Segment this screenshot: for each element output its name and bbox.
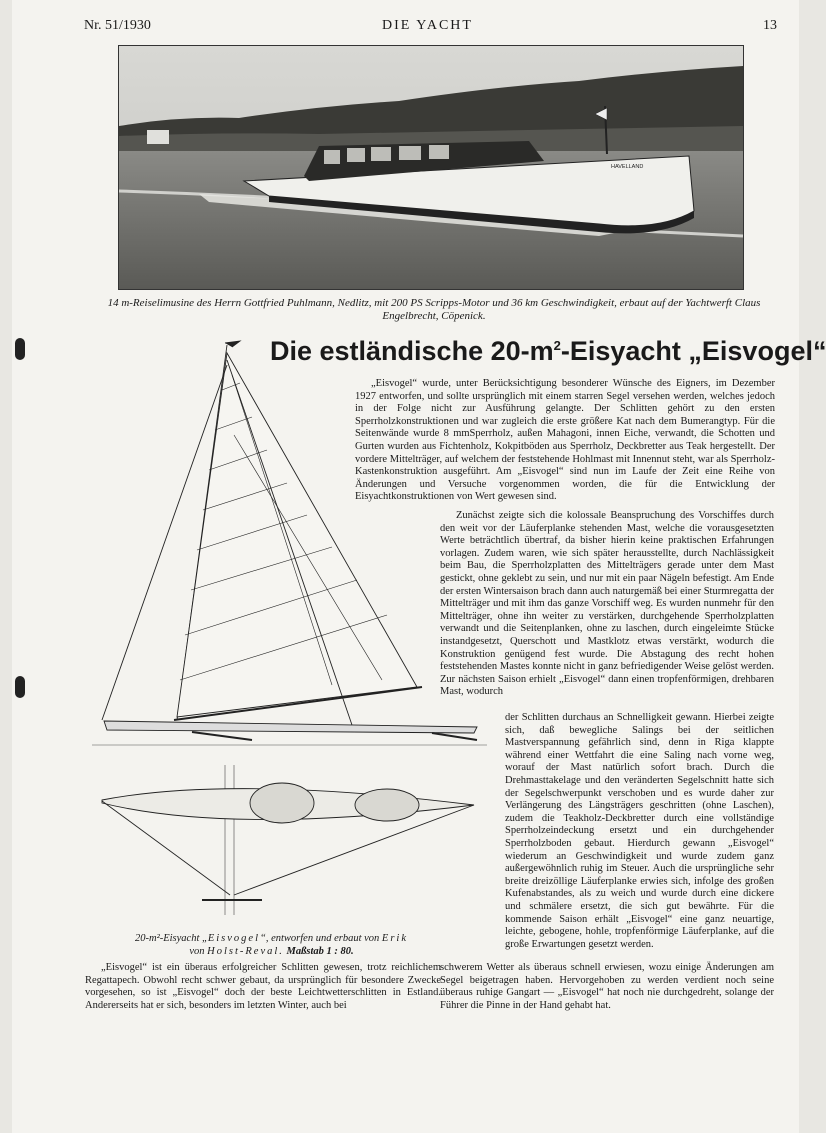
- body-column-bottom-right: [440, 962, 774, 1012]
- title-superscript: 2: [553, 338, 561, 353]
- paragraph-3-continued: schwerem Wetter als überaus schnell erwiesen, wozu einige Änderungen am Segel beigetragen haben. Hervorgehoben zu werden verdient noch seine überaus ruhige Gangart — „Eisvogel“ hat noch nie durchgedreht, solange der Führer die Pinne in der Hand gehabt hat.: [440, 962, 774, 1011]
- page-number: 13: [763, 18, 777, 33]
- figure-caption-designer-first: Erik: [381, 933, 408, 944]
- binding-hole-bottom: [15, 676, 25, 698]
- title-part-1: Die estländische 20-m: [270, 336, 554, 366]
- paragraph-3: „Eisvogel“ ist ein überaus erfolgreicher Schlitten gewesen, trotz reichlichem Regattapech. Obwohl recht schwer gebaut, da ursprünglich für besondere Zwecke vorgesehen, so ist „Eisvogel“ doch der beste Leichtwetterschlitten in Estland. Andererseits hat er sich, besonders im letzten Winter, auch bei: [85, 962, 441, 1011]
- body-column-narrow: [505, 712, 774, 951]
- figure-caption-part1: 20-m²-Eisyacht „: [135, 933, 208, 944]
- issue-number: Nr. 51/1930: [84, 18, 151, 33]
- iceyacht-drawing: [82, 335, 492, 915]
- binding-hole-top: [15, 338, 25, 360]
- figure-caption-yacht-name: Eisvogel: [207, 933, 260, 944]
- paragraph-2-continued: der Schlitten durchaus an Schnelligkeit gewann. Hierbei zeigte sich, daß bewegliche Salings bei der seitlichen Mastverspannung gefährlich sind, denn in Riga klappte während einer Wettfahrt die eine Saling nach vorne weg, worauf der Mast natürlich sofort brach. Durch die Drehmasttakelage und den veränderten Segelschnitt hatte sich der Segelschwerpunkt verschoben und es wurde daher zur Verlängerung des Längsträgers geschritten (ohne Laschen), zudem die Teakholz-Deckbretter durch eine vollständige Sperrholzeindeckung ersetzt und ein durchgehender Sperrholzboden gebaut. Hierdurch gewann „Eisvogel“ wiederum an Geschwindigkeit und wurde zudem ganz außergewöhnlich ruhig im Steuer. Auch die ursprüngliche sehr breite dreizöllige Läuferplanke erwies sich, infolge des großen Kufenabstandes, als zu weich und wurde durch eine dickere und schmälere ersetzt, die sich gut bewährte. Für die kommende Saison erhält „Eisvogel“ eine ganz neuartige, leichte, gebogene, hohle, tropfenförmige Läuferplanke, auf die große Erwartungen gesetzt werden.: [505, 712, 774, 950]
- body-column-bottom-left: [85, 962, 441, 1012]
- figure-caption: [104, 932, 439, 958]
- photo-caption: 14 m-Reiselimusine des Herrn Gottfried Puhlmann, Nedlitz, mit 200 PS Scripps-Motor und 36 km Geschwindigkeit, erbaut auf der Yachtwerft Claus Engelbrecht, Cöpenick.: [107, 297, 761, 322]
- intro-text: „Eisvogel“ wurde, unter Berücksichtigung besonderer Wünsche des Eigners, im Dezember 1927 entworfen, und sollte ursprünglich mit einem starren Segel versehen werden, welches jedoch in der Folge nicht zur Ausführung gelangte. Der Schlitten gehört zu den ersten Sperrholzkonstruktionen und war zugleich die erste größere Kat nach dem Bumerangtyp. Für die Seitenwände wurde 8 mmSperrholz, außen Mahagoni, innen Eiche, verwandt, die Schotten und Gurten wurden aus Fichtenholz, Kokpitböden aus Sperrholz, Deckbretter aus Teak hergestellt. Der vordere Mittelträger, auf welchem der feststehende Hohlmast mit Innennut steht, war als Sperrholz-Kastenkonstruktion ausgeführt. Am „Eisvogel“ sind nun im Laufe der Zeit eine Reihe von Änderungen und Versuche vorgenommen worden, die für die Entwicklung der Eisyachtkonstruktionen von Wert gewesen sind.: [355, 378, 775, 503]
- figure-caption-scale: Maßstab 1 : 80.: [283, 946, 354, 957]
- figure-caption-part2: “, entworfen und erbaut von: [260, 933, 382, 944]
- paragraph-2: Zunächst zeigte sich die kolossale Beanspruchung des Vorschiffes durch den weit vor der Läuferplanke stehenden Mast, welche die vorausgesetzten Werte beträchtlich übertraf, da bisher hierin keine praktischen Erfahrungen vorlagen. Zudem waren, wie sich später herausstellte, durch Nachlässigkeit beim Bau, die Sperrholzplatten des Mittelträgers gerade unter dem Mast gestickt, ohne geklebt zu sein, und nur mit ein paar Nägeln befestigt. Am Ende der ersten Wintersaison brach dann auch naturgemäß bei einer Sturmregatta der Mittelträger und mit ihm das ganze Vorschiff weg. Es wurden nunmehr für den Mittelträger, ohne ihn weiter zu verstärken, durchgehende Sperrholzplatten verwandt und die Seitenplanken, ohne zu laschen, durch eingeleimte Stücke instandgesetzt, Querschott und Mastklotz etwas verstärkt, wodurch die Konstruktion genügend fest wurde. Die Abstagung des recht hohen feststehenden Mastes konnte nicht in ganz befriedigender Weise gelöst werden. Zur nächsten Saison erhielt „Eisvogel“ dann einen tropfenförmigen, drehbaren Mast, wodurch: [440, 510, 774, 698]
- boat-name-text: HAVELLAND: [611, 164, 644, 170]
- magazine-title: DIE YACHT: [382, 18, 473, 33]
- magazine-page: [12, 0, 826, 1133]
- figure-caption-designer-rest: Holst-Reval.: [207, 946, 284, 957]
- motor-yacht-photo: [118, 45, 744, 290]
- title-part-2: -Eisyacht „Eisvogel“: [560, 336, 826, 366]
- figure-caption-line2-prefix: von: [189, 946, 208, 957]
